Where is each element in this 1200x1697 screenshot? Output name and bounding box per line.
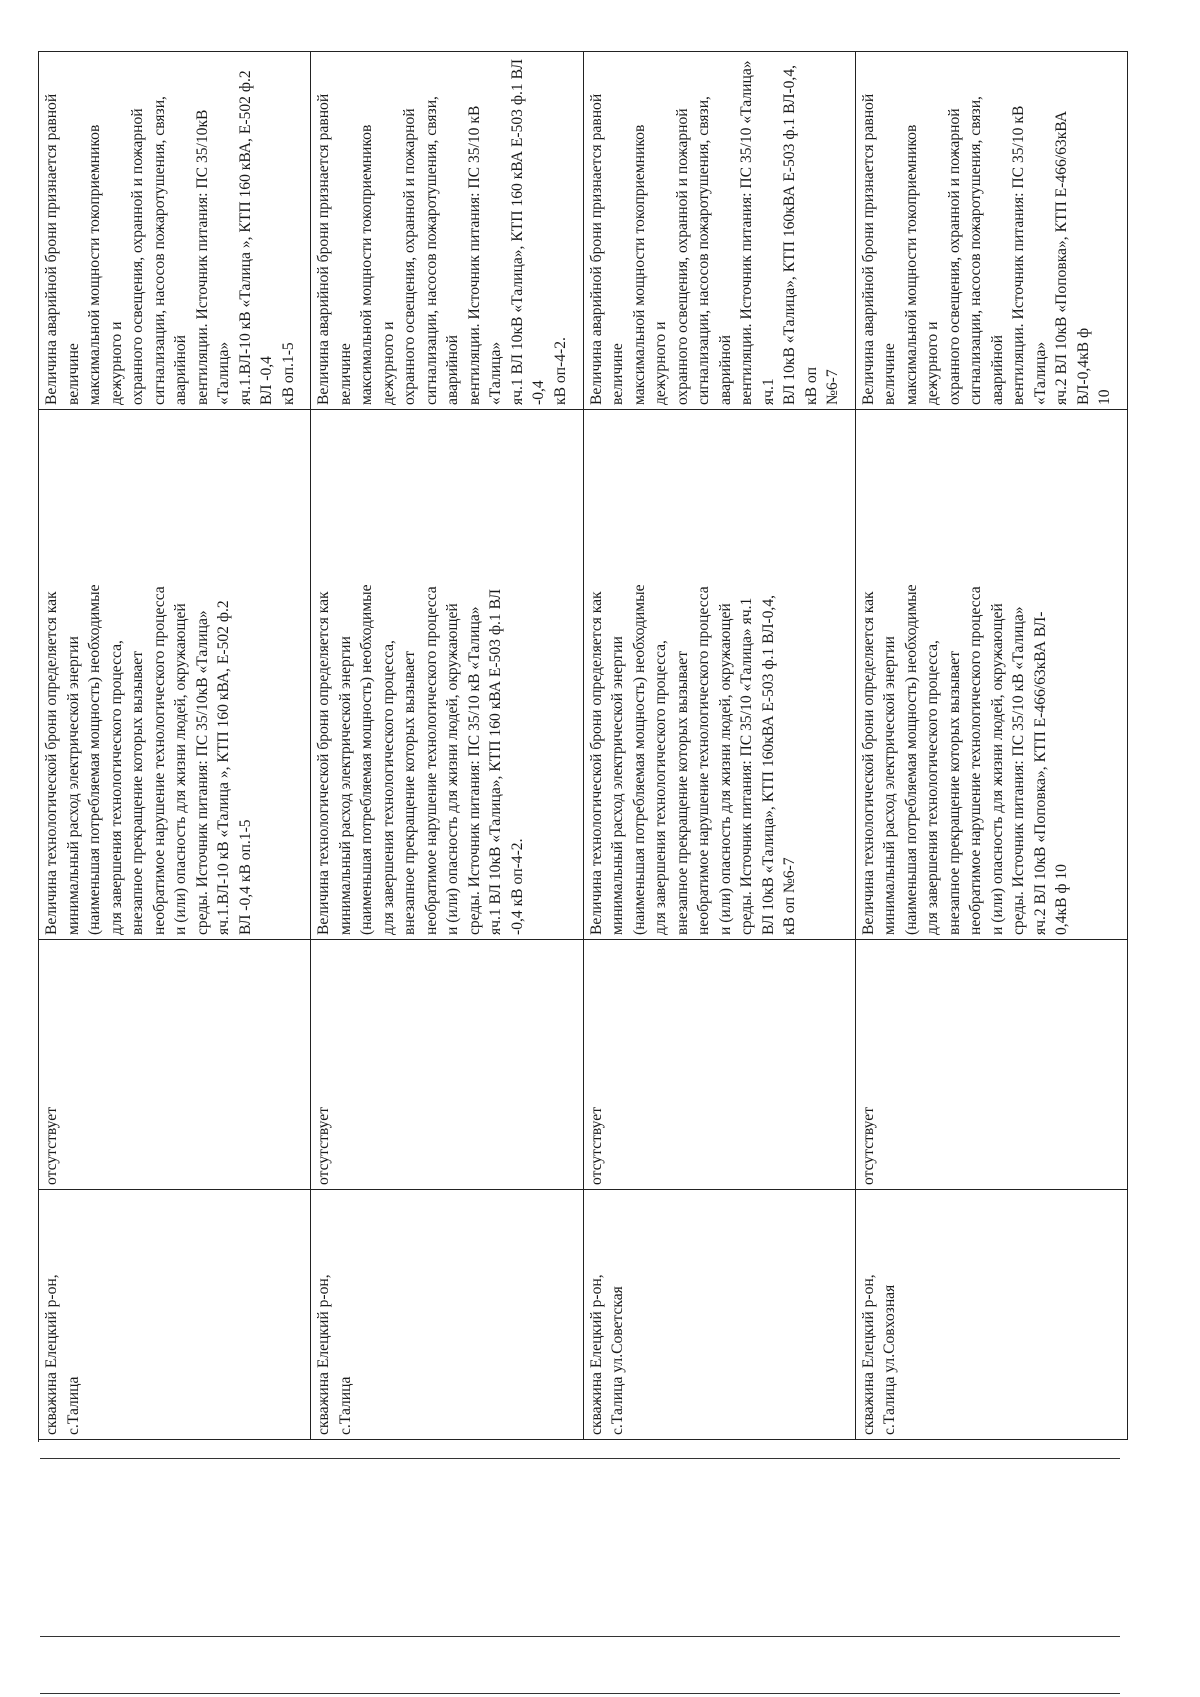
category-cell: отсутствует	[855, 940, 1127, 1190]
tech-reserve-cell: Величина технологической брони определяется как минимальный расход электрической энергии (наименьшая потребляемая мощность) необходимые для завершения технологического процесса, внезапное прекращение которых вызывает необратимое нарушение технологического процесса и (или) опасность для жизни людей, окружающей среды. Источник питания: ПС 35/10кВ «Талица» яч.1.ВЛ-10 кВ «Талица », КТП 160 кВА, Е-502 ф.2 ВЛ -0,4 кВ оп.1-5	[39, 410, 311, 940]
object-cell: скважина Елецкий р-он, с.Талица ул.Совхозная	[855, 1190, 1127, 1440]
horizontal-rule	[40, 1458, 1120, 1459]
table-row	[39, 52, 311, 1440]
object-cell: скважина Елецкий р-он, с.Талица	[311, 1190, 583, 1440]
category-cell: отсутствует	[583, 940, 855, 1190]
horizontal-rule	[40, 1693, 1120, 1694]
tech-reserve-cell: Величина технологической брони определяется как минимальный расход электрической энергии (наименьшая потребляемая мощность) необходимые для завершения технологического процесса, внезапное прекращение которых вызывает необратимое нарушение технологического процесса и (или) опасность для жизни людей, окружающей среды. Источник питания: ПС 35/10 кВ «Талица» яч.1 ВЛ 10кВ «Талица», КТП 160 кВА Е-503 ф.1 ВЛ -0,4 кВ оп-4-2.	[311, 410, 583, 940]
emergency-reserve-cell: Величина аварийной брони признается равной величине максимальной мощности токоприемников дежурного и охранного освещения, охранной и пожарной сигнализации, насосов пожаротушения, связи, аварийной вентиляции. Источник питания: ПС 35/10 кВ «Талица» яч.2 ВЛ 10кВ «Поповка», КТП Е-466/63кВА ВЛ-0,4кВ ф 10	[855, 52, 1127, 410]
emergency-reserve-cell: Величина аварийной брони признается равной величине максимальной мощности токоприемников дежурного и охранного освещения, охранной и пожарной сигнализации, насосов пожаротушения, связи, аварийной вентиляции. Источник питания: ПС 35/10 «Талица» яч.1 ВЛ 10кВ «Талица», КТП 160кВА Е-503 ф.1 ВЛ-0,4, кВ оп №6-7	[583, 52, 855, 410]
rotated-table-page	[38, 52, 1128, 1440]
category-cell: отсутствует	[39, 940, 311, 1190]
horizontal-rule	[40, 1636, 1120, 1637]
category-cell: отсутствует	[311, 940, 583, 1190]
table-row	[855, 52, 1127, 1440]
tech-reserve-cell: Величина технологической брони определяется как минимальный расход электрической энергии (наименьшая потребляемая мощность) необходимые для завершения технологического процесса, внезапное прекращение которых вызывает необратимое нарушение технологического процесса и (или) опасность для жизни людей, окружающей среды. Источник питания: ПС 35/10 кВ «Талица» яч.2 ВЛ 10кВ «Поповка», КТП Е-466/63кВА ВЛ- 0,4кВ ф 10	[855, 410, 1127, 940]
table-row	[311, 52, 583, 1440]
emergency-reserve-cell: Величина аварийной брони признается равной величине максимальной мощности токоприемников дежурного и охранного освещения, охранной и пожарной сигнализации, насосов пожаротушения, связи, аварийной вентиляции. Источник питания: ПС 35/10кВ «Талица» яч.1.ВЛ-10 кВ «Талица », КТП 160 кВА, Е-502 ф.2 ВЛ -0,4 кВ оп.1-5	[39, 52, 311, 410]
object-cell: скважина Елецкий р-он, с.Талица	[39, 1190, 311, 1440]
object-cell: скважина Елецкий р-он, с.Талица ул.Советская	[583, 1190, 855, 1440]
table-row	[583, 52, 855, 1440]
power-reserve-table	[38, 51, 1128, 1440]
emergency-reserve-cell: Величина аварийной брони признается равной величине максимальной мощности токоприемников дежурного и охранного освещения, охранной и пожарной сигнализации, насосов пожаротушения, связи, аварийной вентиляции. Источник питания: ПС 35/10 кВ «Талица» яч.1 ВЛ 10кВ «Талица», КТП 160 кВА Е-503 ф.1 ВЛ -0,4 кВ оп-4-2.	[311, 52, 583, 410]
tech-reserve-cell: Величина технологической брони определяется как минимальный расход электрической энергии (наименьшая потребляемая мощность) необходимые для завершения технологического процесса, внезапное прекращение которых вызывает необратимое нарушение технологического процесса и (или) опасность для жизни людей, окружающей среды. Источник питания: ПС 35/10 «Талица» яч.1 ВЛ 10кВ «Талица», КТП 160кВА Е-503 ф.1 ВЛ-0,4, кВ оп №6-7	[583, 410, 855, 940]
